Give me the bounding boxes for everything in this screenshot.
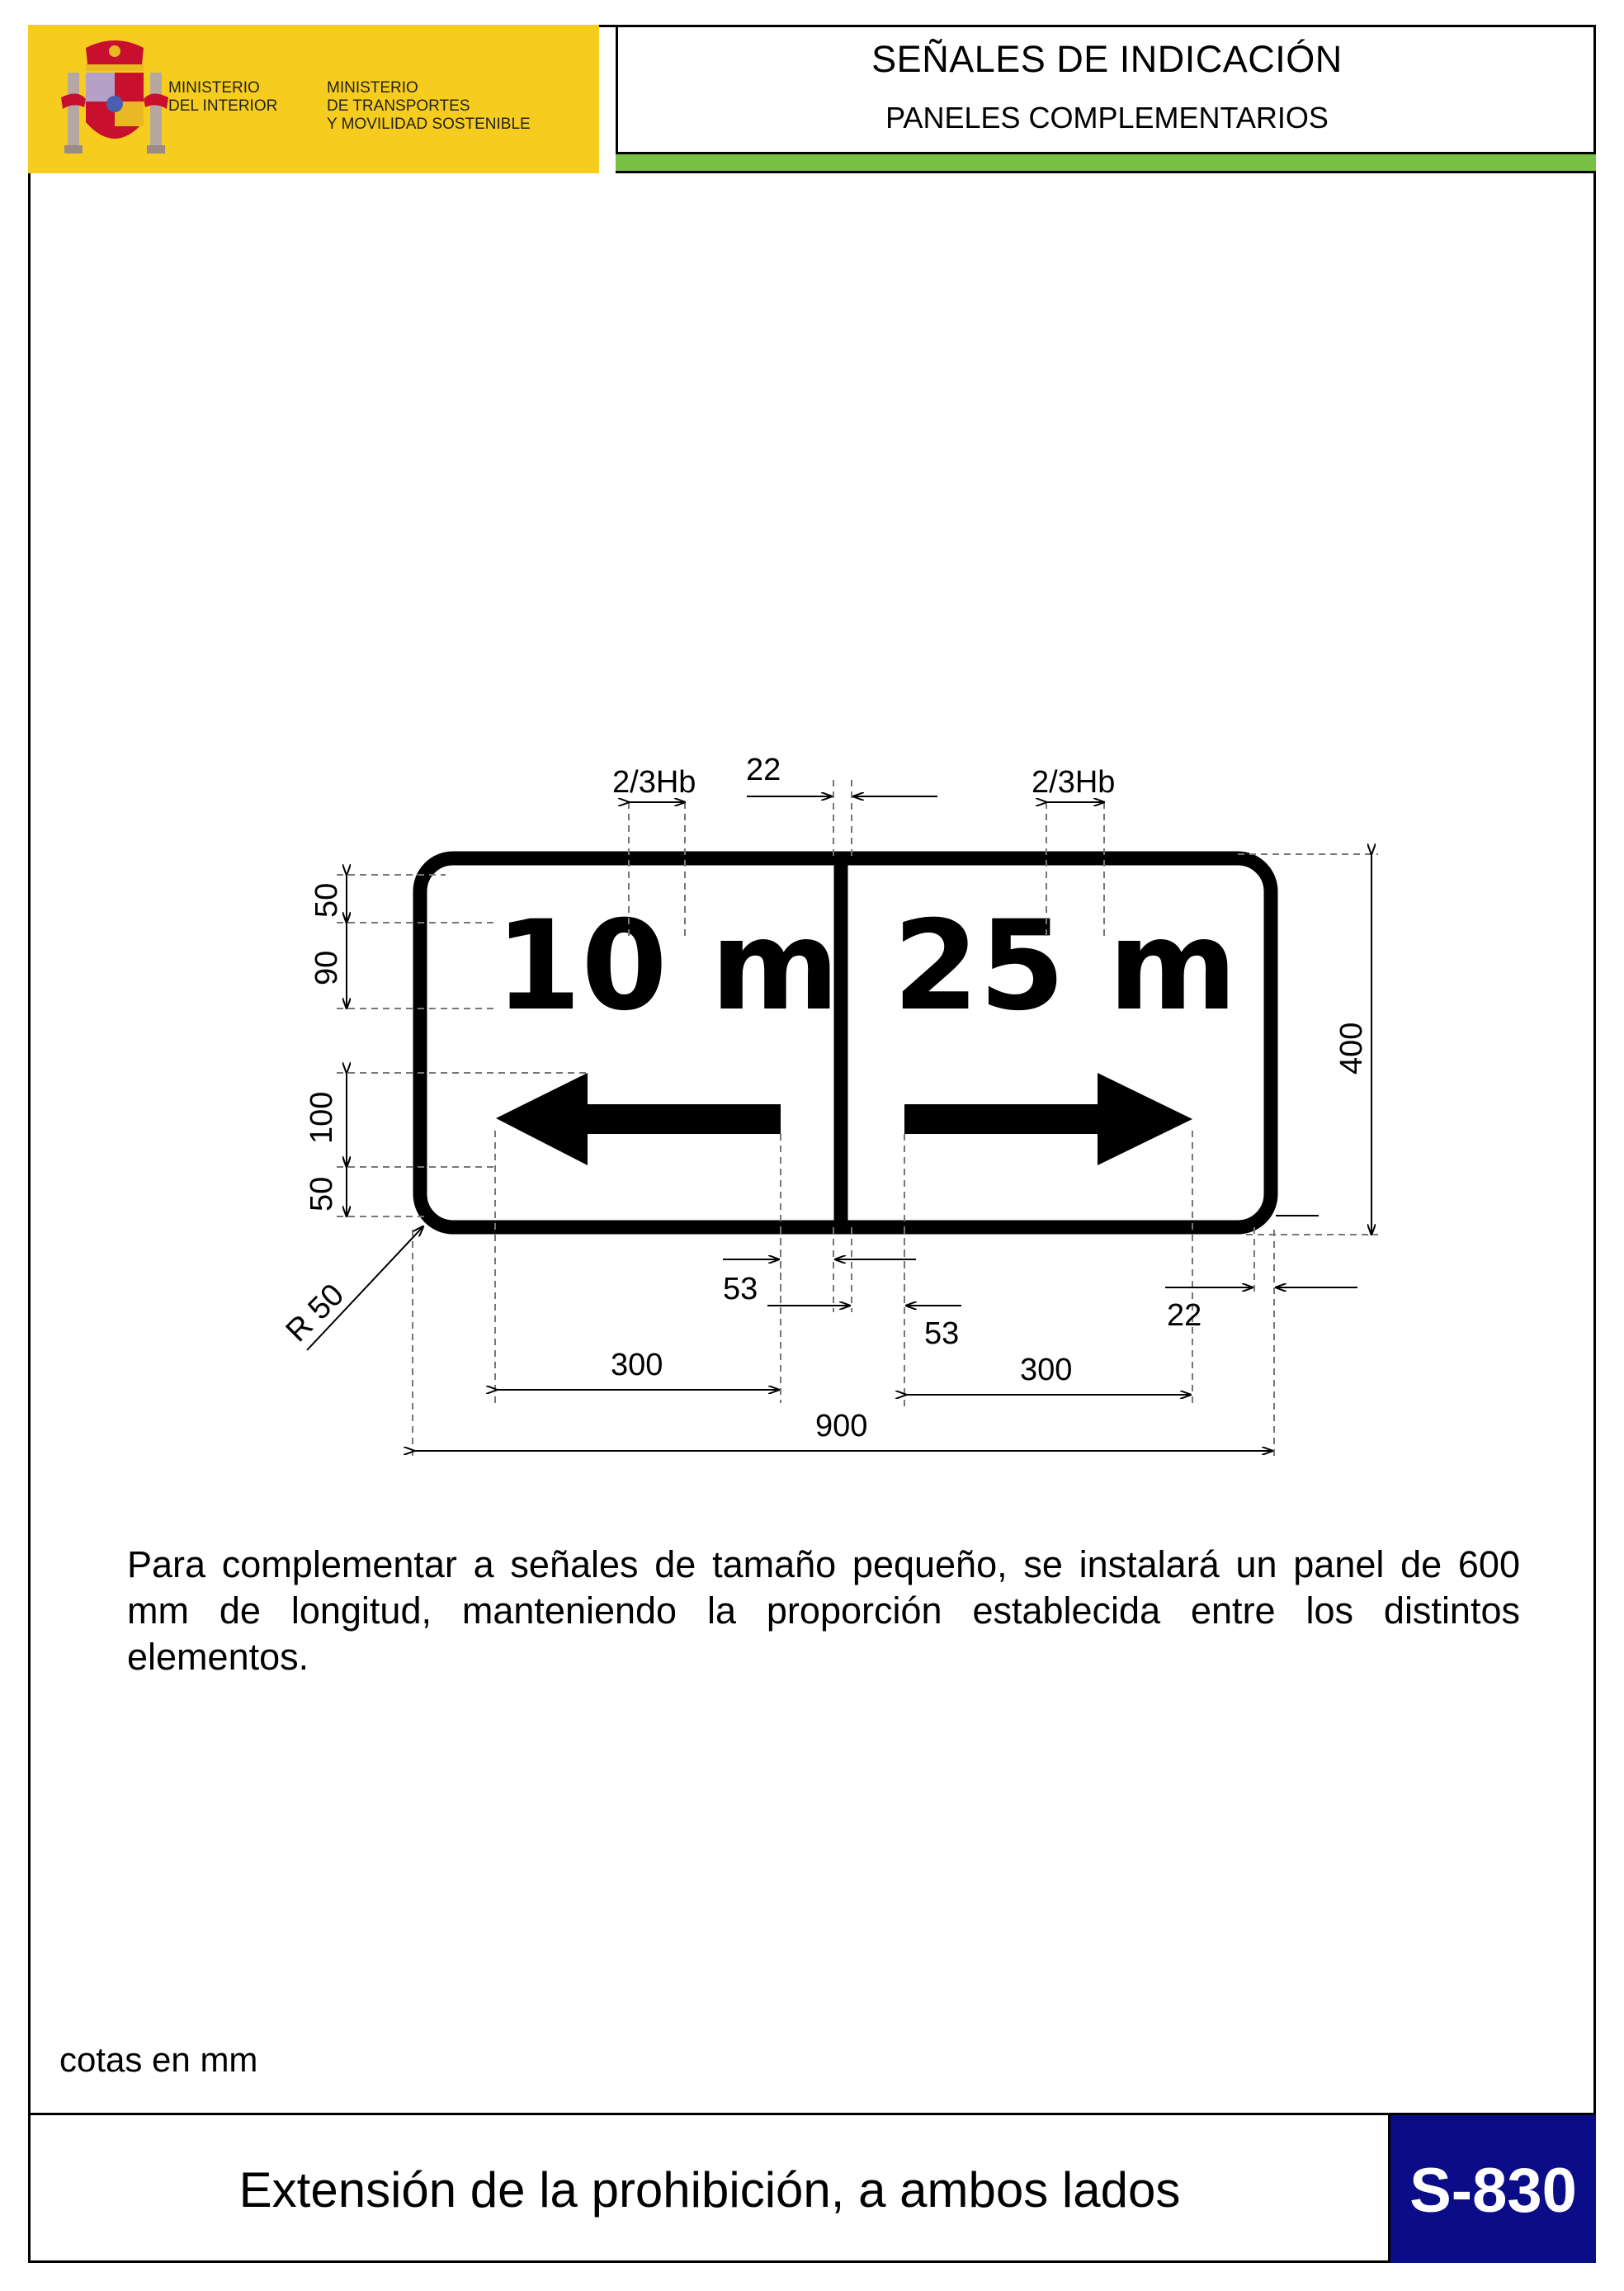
sign-code: S-830 (1409, 2156, 1577, 2226)
dim-hb-right: 2/3Hb (1032, 765, 1116, 800)
dim-top-margin: 50 (309, 882, 344, 918)
units-note: cotas en mm (59, 2040, 258, 2079)
dim-arrow-right-length: 300 (1020, 1353, 1073, 1387)
dim-radius: R 50 (279, 1277, 352, 1349)
dim-border-right: 22 (1167, 1298, 1202, 1333)
ministry-transport-label: MINISTERIO DE TRANSPORTES Y MOVILIDAD SOSTENIBLE (327, 79, 531, 133)
dim-bottom-margin: 50 (304, 1176, 339, 1212)
sign-code-badge (1388, 2115, 1596, 2263)
page-title: SEÑALES DE INDICACIÓN (871, 38, 1343, 80)
dim-height: 400 (1334, 1022, 1369, 1075)
dim-total-width: 900 (815, 1409, 868, 1443)
dim-arrow-left-length: 300 (611, 1348, 663, 1382)
complementary-panel-sign (420, 858, 1271, 1227)
sign-left-distance: 10 m (495, 895, 840, 1038)
footer-bar (28, 2113, 1596, 2263)
dim-top-gap: 22 (746, 753, 781, 787)
dim-gap-left: 53 (723, 1272, 758, 1306)
dim-text-height: 90 (309, 950, 344, 985)
dim-arrow-height: 100 (304, 1091, 339, 1144)
sign-title: Extensión de la prohibición, a ambos lados (238, 2162, 1181, 2218)
ministry-interior-label: MINISTERIO DEL INTERIOR (168, 79, 278, 115)
description-text: Para complementar a señales de tamaño pequeño, se instalará un panel de 600 mm de longitud, manteniendo la proporción establecida entre los distintos elementos. (127, 1543, 1520, 1678)
sign-right-distance: 25 m (893, 895, 1238, 1038)
dim-gap-right: 53 (924, 1316, 960, 1351)
page-subtitle: PANELES COMPLEMENTARIOS (885, 101, 1329, 135)
dim-hb-left: 2/3Hb (612, 765, 696, 800)
